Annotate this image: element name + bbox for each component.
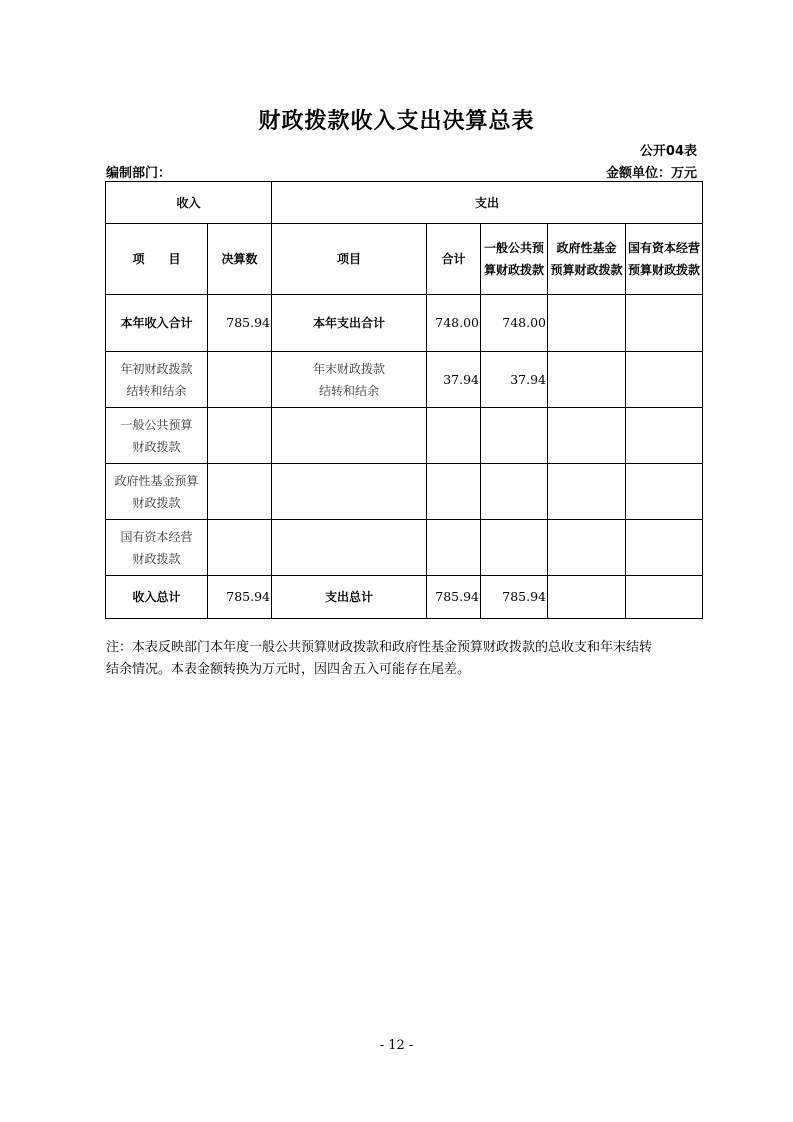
total-cell: 37.94 xyxy=(427,352,481,408)
col-general-line1: 一般公共预 xyxy=(484,241,545,255)
general-cell xyxy=(481,408,548,464)
income-value-cell: 785.94 xyxy=(208,295,272,352)
income-item-cell xyxy=(106,520,208,576)
expense-item-cell xyxy=(272,295,427,352)
income-value-cell xyxy=(208,352,272,408)
income-item-cell xyxy=(106,408,208,464)
expense-item-cell xyxy=(272,520,427,576)
table-row xyxy=(106,408,703,464)
income-item-cell xyxy=(106,464,208,520)
total-cell xyxy=(427,520,481,576)
total-cell xyxy=(427,408,481,464)
col-exp-item-header: 项目 xyxy=(272,224,427,295)
page-number: - 12 - xyxy=(379,1038,414,1053)
govfund-cell xyxy=(548,464,626,520)
cell-text-line: 结转和结余 xyxy=(319,383,380,398)
cell-text-line: 财政拨款 xyxy=(132,439,181,454)
stateown-cell xyxy=(626,576,703,619)
cell-text-line: 国有资本经营 xyxy=(120,529,193,544)
income-value-cell xyxy=(208,408,272,464)
stateown-cell xyxy=(626,295,703,352)
total-cell: 748.00 xyxy=(427,295,481,352)
govfund-cell xyxy=(548,352,626,408)
footnote-line: 注：本表反映部门本年度一般公共预算财政拨款和政府性基金预算财政拨款的总收支和年末结转 xyxy=(106,640,653,655)
cell-text-line: 财政拨款 xyxy=(132,551,181,566)
cell-text-line: 本年支出合计 xyxy=(313,316,386,330)
expense-item-cell xyxy=(272,408,427,464)
col-general-header xyxy=(481,224,548,295)
income-value-cell: 785.94 xyxy=(208,576,272,619)
govfund-cell xyxy=(548,408,626,464)
govfund-cell xyxy=(548,520,626,576)
expense-item-cell xyxy=(272,352,427,408)
expense-item-cell xyxy=(272,464,427,520)
col-general-line2: 算财政拨款 xyxy=(484,263,545,277)
income-header: 收入 xyxy=(106,182,272,224)
expense-header: 支出 xyxy=(272,182,703,224)
table-row xyxy=(106,295,703,352)
general-cell xyxy=(481,520,548,576)
table-row xyxy=(106,352,703,408)
page-title: 财政拨款收入支出决算总表 xyxy=(258,109,535,134)
table-row xyxy=(106,520,703,576)
cell-text-line: 本年收入合计 xyxy=(120,316,193,330)
unit-label: 金额单位：万元 xyxy=(605,166,697,181)
col-item-header: 项 目 xyxy=(106,224,208,295)
stateown-cell xyxy=(626,464,703,520)
income-item-cell xyxy=(106,352,208,408)
income-value-cell xyxy=(208,464,272,520)
income-item-cell xyxy=(106,295,208,352)
general-cell: 37.94 xyxy=(481,352,548,408)
general-cell: 748.00 xyxy=(481,295,548,352)
budget-table xyxy=(105,181,703,619)
col-govfund-header xyxy=(548,224,626,295)
cell-text-line: 政府性基金预算 xyxy=(114,473,199,488)
cell-text-line: 年末财政拨款 xyxy=(313,361,386,376)
cell-text-line: 支出总计 xyxy=(325,590,374,604)
income-item-cell xyxy=(106,576,208,619)
govfund-cell xyxy=(548,576,626,619)
cell-text-line: 财政拨款 xyxy=(132,495,181,510)
cell-text-line: 一般公共预算 xyxy=(120,417,193,432)
col-stateown-line1: 国有资本经营 xyxy=(628,241,701,255)
general-cell xyxy=(481,464,548,520)
cell-text-line: 收入总计 xyxy=(132,590,181,604)
dept-label: 编制部门： xyxy=(106,166,172,181)
stateown-cell xyxy=(626,408,703,464)
stateown-cell xyxy=(626,352,703,408)
table-row xyxy=(106,576,703,619)
total-cell: 785.94 xyxy=(427,576,481,619)
col-govfund-line1: 政府性基金 xyxy=(556,241,617,255)
income-value-cell xyxy=(208,520,272,576)
col-final-header: 决算数 xyxy=(208,224,272,295)
govfund-cell xyxy=(548,295,626,352)
cell-text-line: 年初财政拨款 xyxy=(120,361,193,376)
col-govfund-line2: 预算财政拨款 xyxy=(550,263,623,277)
footnote xyxy=(106,637,698,681)
table-row xyxy=(106,464,703,520)
stateown-cell xyxy=(626,520,703,576)
general-cell: 785.94 xyxy=(481,576,548,619)
col-stateown-line2: 预算财政拨款 xyxy=(628,263,701,277)
footnote-line: 结余情况。本表金额转换为万元时，因四舍五入可能存在尾差。 xyxy=(106,662,471,677)
total-cell xyxy=(427,464,481,520)
expense-item-cell xyxy=(272,576,427,619)
col-total-header: 合计 xyxy=(427,224,481,295)
col-stateown-header xyxy=(626,224,703,295)
cell-text-line: 结转和结余 xyxy=(126,383,187,398)
form-number: 公开04表 xyxy=(639,144,697,159)
